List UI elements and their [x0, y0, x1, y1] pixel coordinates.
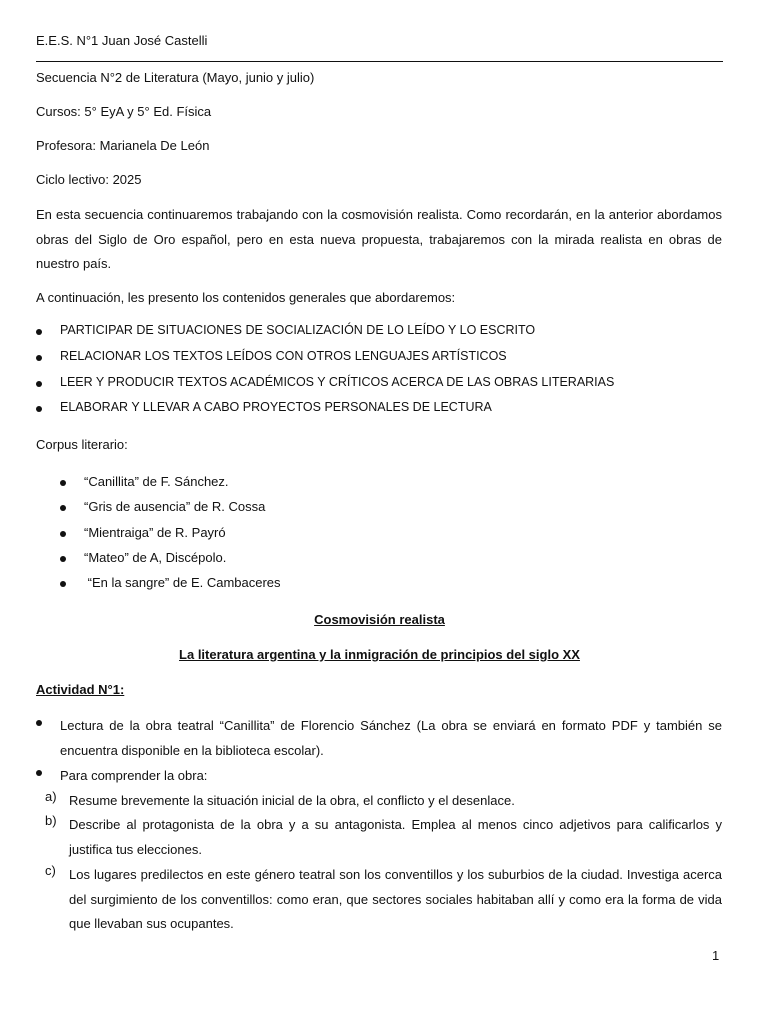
item-text: Describe al protagonista de la obra y a su antagonista. Emplea al menos cinco adjetivos para calificarlos y justifica tus elecciones.	[69, 817, 722, 857]
item-letter: b)	[45, 813, 57, 828]
item-letter: a)	[45, 789, 57, 804]
section-title: Cosmovisión realista	[314, 612, 445, 627]
contents-lead: A continuación, les presento los contenidos generales que abordaremos:	[36, 290, 456, 305]
secuencia-line: Secuencia N°2 de Literatura (Mayo, junio y julio)	[36, 70, 315, 85]
bullet-icon	[60, 531, 66, 537]
intro-paragraph: En esta secuencia continuaremos trabajando con la cosmovisión realista. Como recordarán, en la anterior abordamos obras del Siglo de Oro español, pero en esta nueva propuesta, trabajaremos con la mirada realista en obras de nuestro país.	[36, 207, 722, 271]
bullet-icon	[36, 381, 42, 387]
bullet-icon	[60, 581, 66, 587]
bullet-icon	[60, 505, 66, 511]
bullet-icon	[60, 556, 66, 562]
section-subtitle: La literatura argentina y la inmigración de principios del siglo XX	[179, 647, 580, 662]
item-text: Resume brevemente la situación inicial de la obra, el conflicto y el desenlace.	[69, 793, 515, 808]
document-page: E.E.S. N°1 Juan José Castelli Secuencia N°2 de Literatura (Mayo, junio y julio) Cursos: 5° EyA y 5° Ed. Física Profesora: Marianela De León Ciclo lectivo: 2025 En esta secuencia continuaremos trabajando con la cosmovisión realista. Como recordarán, en la anterior abordamos obras del Siglo de Oro español, pero en esta nueva propuesta, trabajaremos con la mirada realista en obras de nuestro país. A continuación, les presento los contenidos generales que abordaremos: PARTICIPAR DE SITUACIONES DE SOCIALIZACIÓN DE LO LEÍDO Y LO ESCRITO RELACIONAR LOS TEXTOS LEÍDOS CON OTROS LENGUAJES ARTÍSTICOS LEER Y PRODUCIR TEXTOS ACADÉMICOS Y CRÍTICOS ACERCA DE LAS OBRAS LITERARIAS ELABORAR Y LLEVAR A CABO PROYECTOS PERSONALES DE LECTURA Corpus literario: “Canillita” de F. Sánchez. “Gris de ausencia” de R. Cossa “Mientraiga” de R. Payró “Mateo” de A, Discépolo. “En la sangre” de E. Cambaceres Cosmovisión realista La literatura argentina y la inmigración de principios del siglo XX Actividad N°1: Lectura de la obra teatral “Canillita” de Florencio Sánchez (La obra se enviará en formato PDF y también se encuentra disponible en la biblioteca escolar). Para comprender la obra: a) Resume brevemente la situación inicial de la obra, el conflicto y el desenlace. b) Describe al protagonista de la obra y a su antagonista. Emplea al menos cinco adjetivos para calificarlos y justifica tus elecciones. c) Los lugares predilectos en este género teatral son los conventillos y los suburbios de la ciudad. Investiga acerca del surgimiento de los conventillos: como eran, que sectores sociales habitaban allí y como era la forma de vida que llevaban sus ocupantes. 1	[36, 33, 722, 963]
bullet-icon	[60, 480, 66, 486]
bullet-icon	[36, 720, 42, 726]
bullet-icon	[36, 770, 42, 776]
page-number: 1	[712, 948, 720, 963]
cursos-line: Cursos: 5° EyA y 5° Ed. Física	[36, 104, 212, 119]
page-header	[36, 33, 723, 62]
item-letter: c)	[45, 863, 56, 878]
profesora-line: Profesora: Marianela De León	[36, 138, 210, 153]
bullet-icon	[36, 406, 42, 412]
corpus-label: Corpus literario:	[36, 437, 128, 452]
school-name: E.E.S. N°1 Juan José Castelli	[36, 33, 208, 48]
bullet-icon	[36, 329, 42, 335]
activity-title: Actividad N°1:	[36, 682, 125, 697]
item-text: Los lugares predilectos en este género teatral son los conventillos y los suburbios de la ciudad. Investiga acerca del surgimiento de los conventillos: como eran, que sectores sociales habitaban allí y como era la forma de vida que llevaban sus ocupantes.	[69, 867, 722, 931]
ciclo-line: Ciclo lectivo: 2025	[36, 172, 142, 187]
bullet-icon	[36, 355, 42, 361]
